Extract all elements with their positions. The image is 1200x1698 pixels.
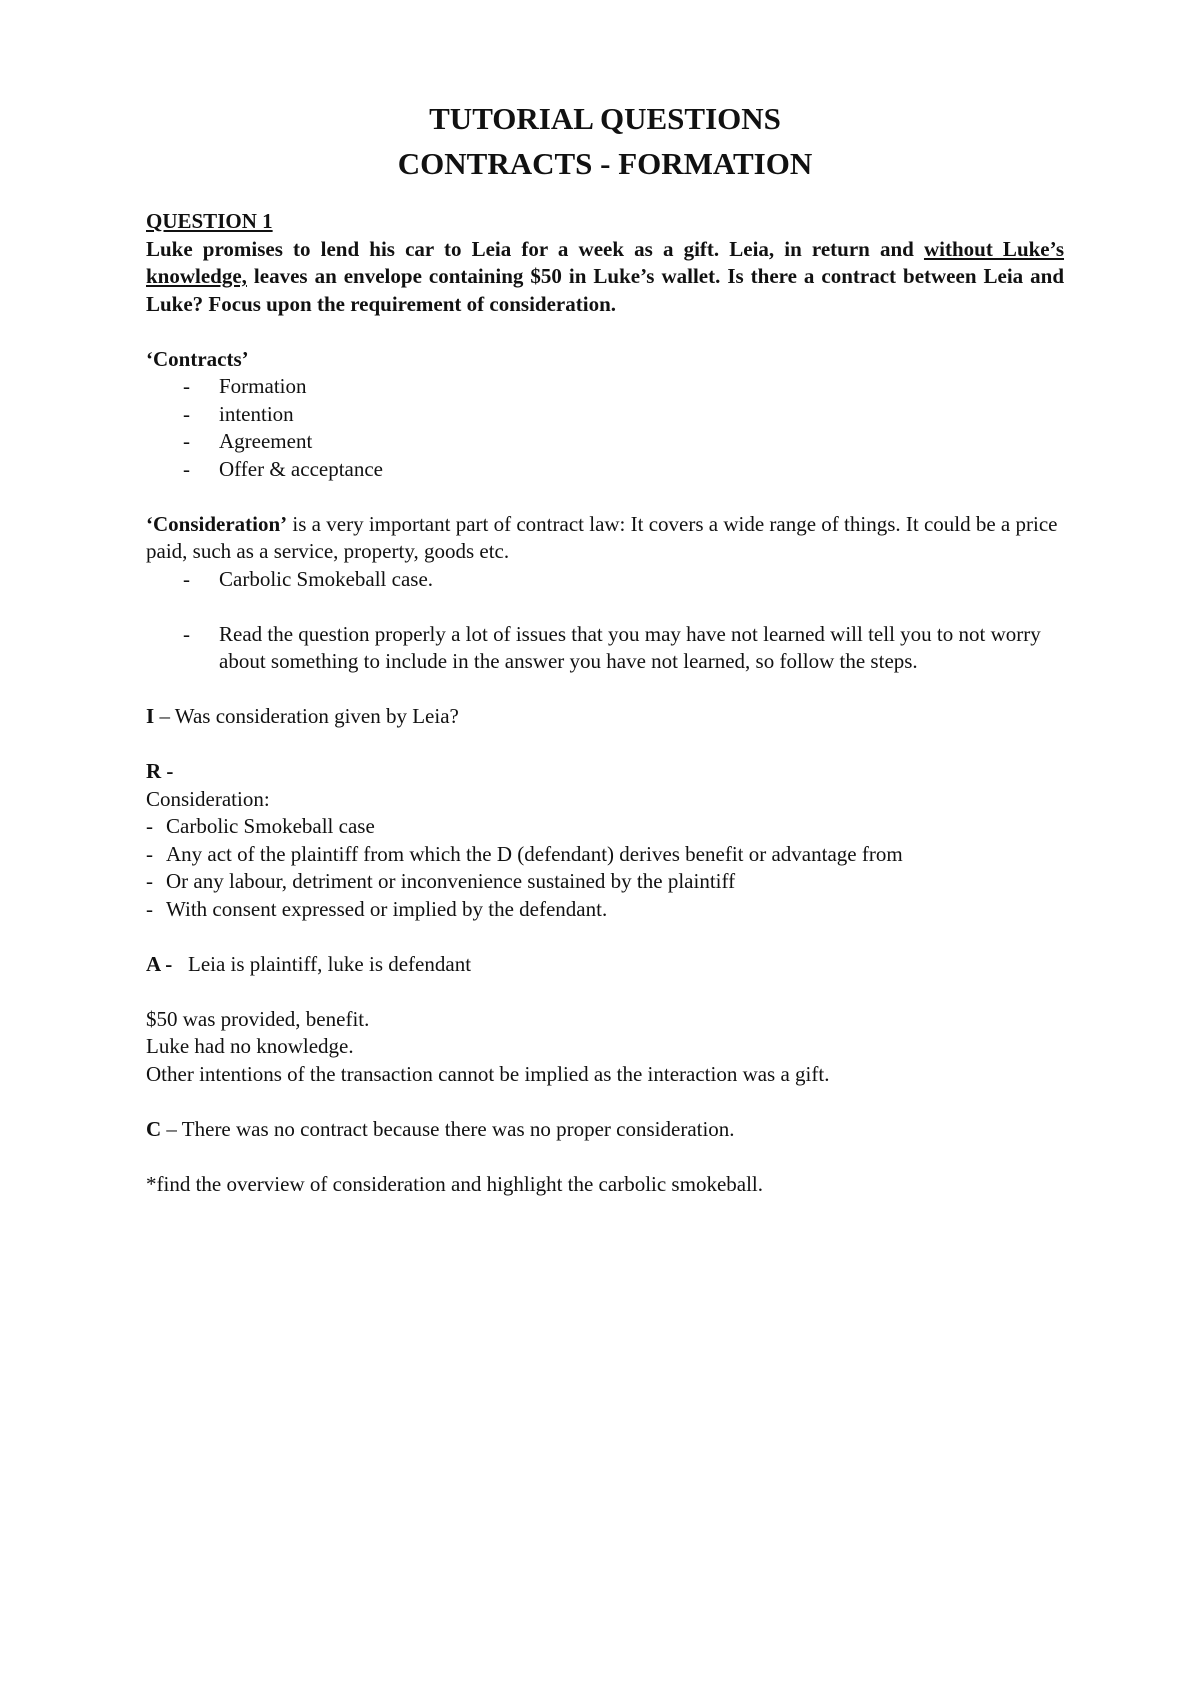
contracts-heading: ‘Contracts’ <box>146 346 249 371</box>
question-text <box>146 236 1064 319</box>
application-line-2: Luke had no knowledge. <box>146 1034 354 1058</box>
application-line-3: Other intentions of the transaction cannot be implied as the interaction was a gift. <box>146 1061 830 1086</box>
list-item: - Carbolic Smokeball case <box>146 814 375 838</box>
list-item: - Formation <box>183 374 307 398</box>
rule-label: R - <box>146 759 174 783</box>
question-text-part2: leaves an envelope containing $50 in Luke’s wallet. Is there a contract between Leia and Luke? Focus upon the requirement of consideration. <box>146 264 1064 316</box>
list-item: - Or any labour, detriment or inconvenience sustained by the plaintiff <box>146 869 736 893</box>
list-item: - Carbolic Smokeball case. <box>183 566 434 591</box>
list-item: - With consent expressed or implied by the defendant. <box>146 896 608 921</box>
document-title: TUTORIAL QUESTIONS <box>429 101 781 136</box>
conclusion-line <box>146 1116 1064 1144</box>
footnote: *find the overview of consideration and highlight the carbolic smokeball. <box>146 1171 763 1196</box>
title-block <box>146 96 1064 186</box>
application-label: A - <box>146 951 173 976</box>
question-heading: QUESTION 1 <box>146 209 273 233</box>
application-line <box>146 951 1064 979</box>
application-text: Leia is plaintiff, luke is defendant <box>188 951 472 976</box>
conclusion-label: C <box>146 1116 162 1141</box>
document-page <box>146 96 1064 1198</box>
question-text-part1: Luke promises to lend his car to Leia for a week as a gift. Leia, in return and <box>146 236 924 261</box>
issue-line <box>146 703 1064 731</box>
list-item: - Agreement <box>183 429 313 453</box>
issue-text: – Was consideration given by Leia? <box>154 704 459 728</box>
consideration-list-2 <box>146 621 1064 676</box>
application-line-1: $50 was provided, benefit. <box>146 1006 370 1031</box>
contracts-list <box>146 373 1064 483</box>
issue-label: I <box>146 704 155 728</box>
document-subtitle: CONTRACTS - FORMATION <box>397 146 813 181</box>
consideration-list <box>146 566 1064 594</box>
question-text-underlined: without Luke’s knowledge, <box>146 236 1065 288</box>
consideration-paragraph <box>146 511 1064 566</box>
list-item: - Any act of the plaintiff from which the D (defendant) derives benefit or advantage from <box>146 841 903 866</box>
rule-heading: Consideration: <box>146 786 270 811</box>
consideration-text: is a very important part of contract law: It covers a wide range of things. It could be a price paid, such as a service, property, goods etc. <box>146 511 1058 563</box>
list-item: - Offer & acceptance <box>183 456 384 481</box>
consideration-term: ‘Consideration’ <box>146 511 288 536</box>
list-item: - Read the question properly a lot of issues that you may have not learned will tell you to not worry about something to include in the answer you have not learned, so follow the steps. <box>183 621 1041 673</box>
list-item: - intention <box>183 401 294 426</box>
rule-list <box>146 813 1064 923</box>
conclusion-text: – There was no contract because there was no proper consideration. <box>161 1116 735 1141</box>
